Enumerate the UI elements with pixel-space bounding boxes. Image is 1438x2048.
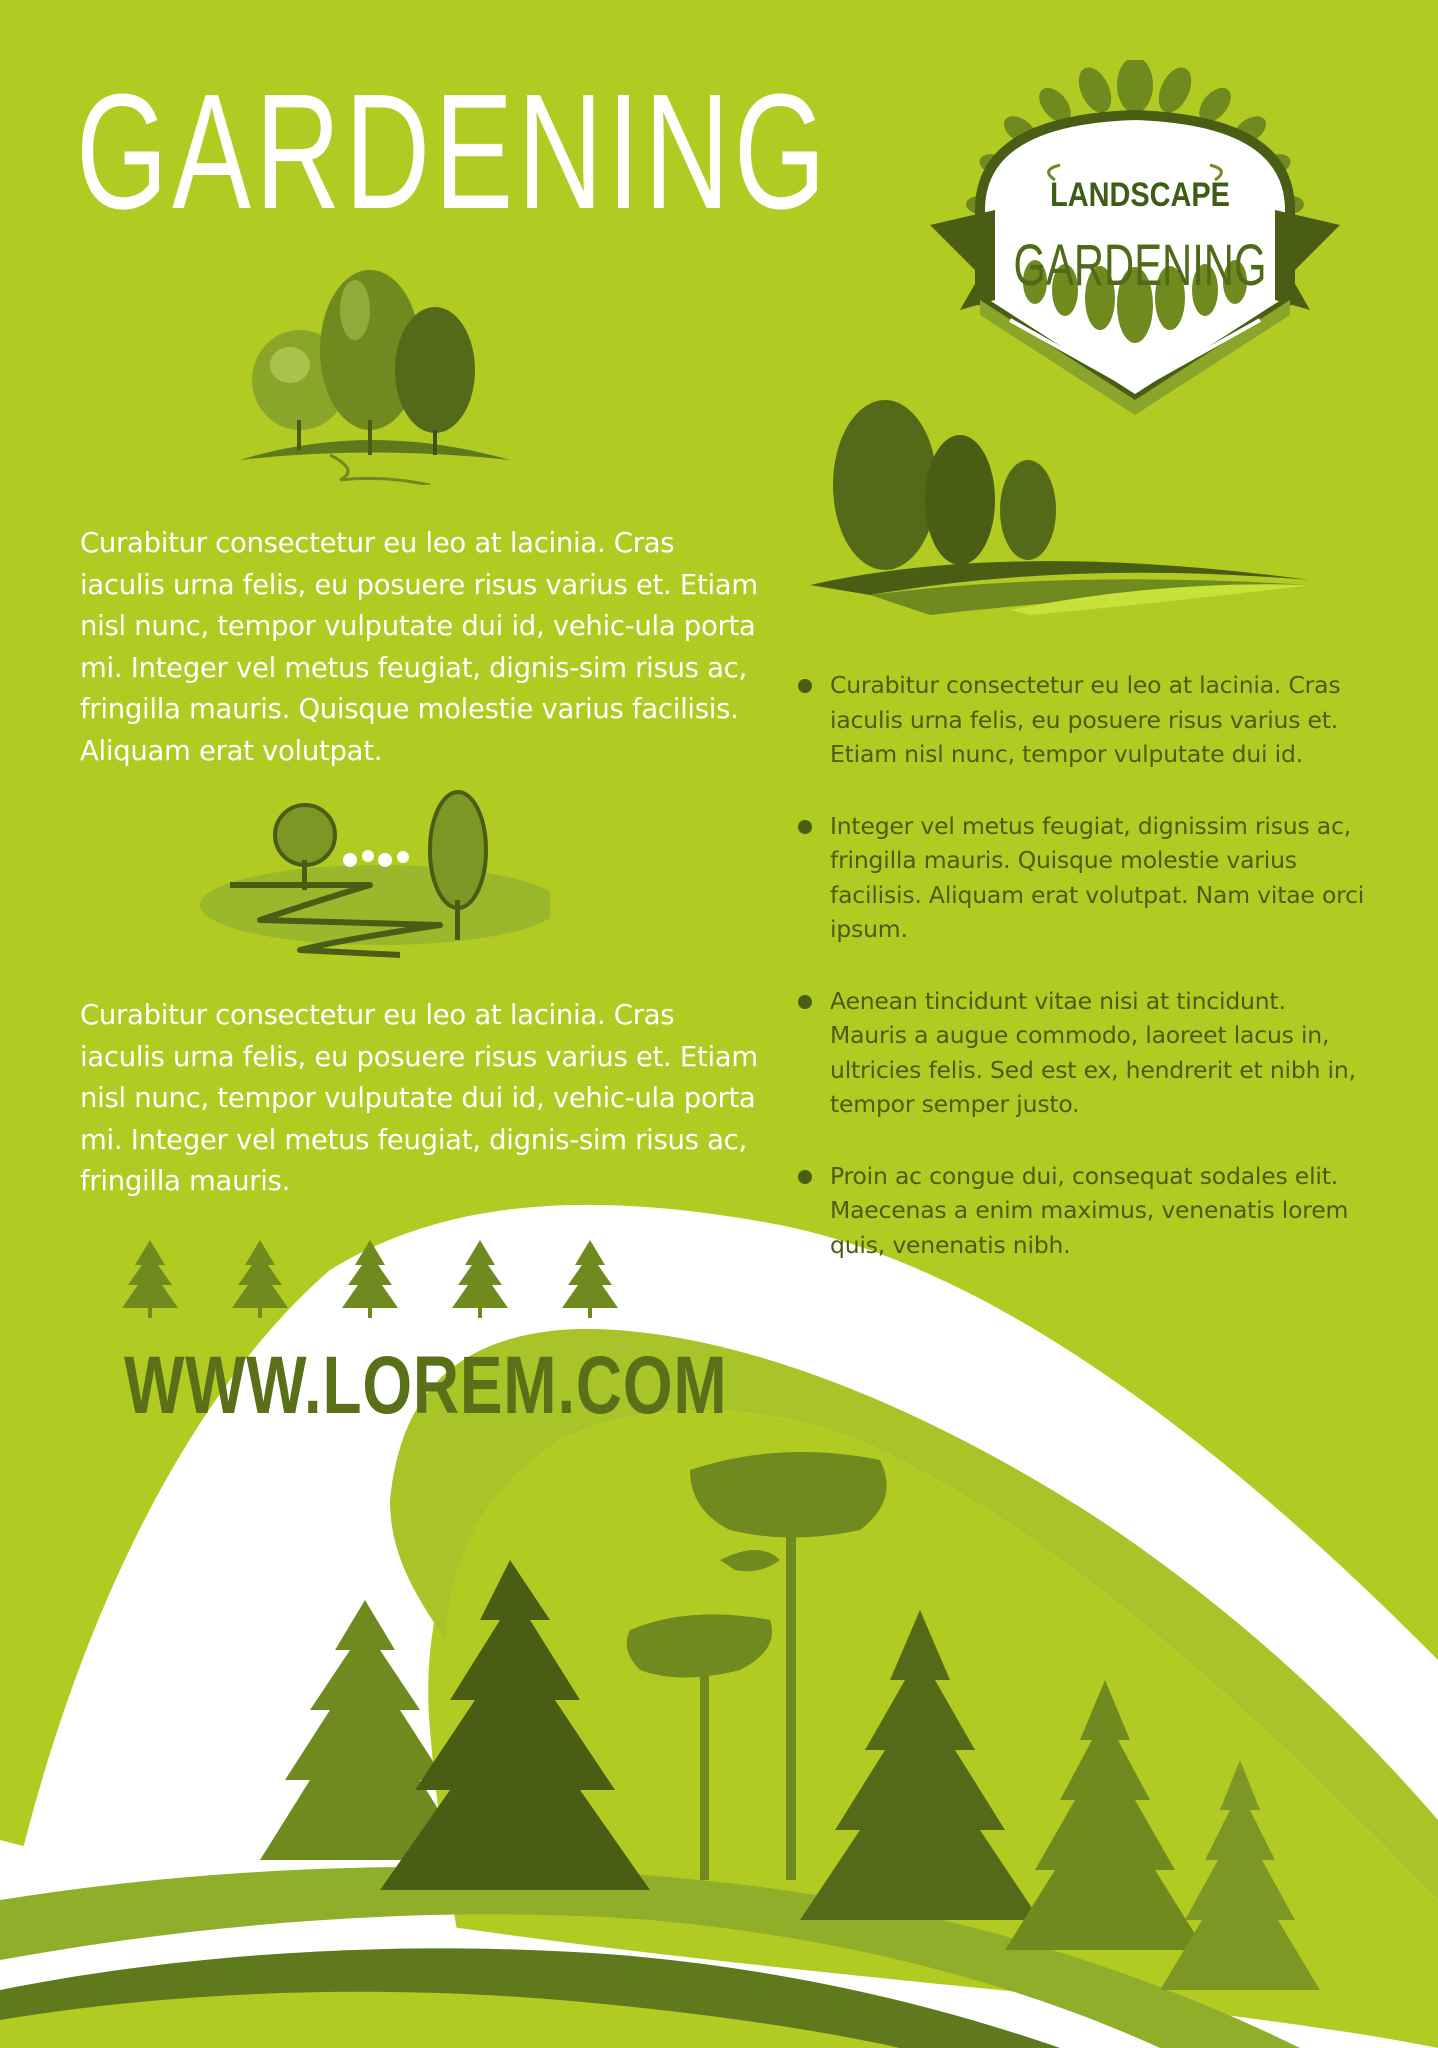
fir-tree-icon	[1005, 1680, 1205, 1950]
fir-tree-icon	[800, 1610, 1040, 1920]
list-item: Aenean tincidunt vitae nisi at tincidunt. Mauris a augue commodo, laoreet lacus in, ultricies felis. Sed est ex, hendrerit et nibh in, tempor semper justo.	[795, 984, 1365, 1122]
fir-tree-icon	[380, 1560, 650, 1890]
intro-paragraph: Curabitur consectetur eu leo at lacinia. Cras iaculis urna felis, eu posuere risus varius et. Etiam nisl nunc, tempor vulputate dui id, vehic-ula porta mi. Integer vel metus feugiat, dignis-sim risus ac, fringilla mauris. Quisque molestie varius facilisis. Aliquam erat volutpat.	[80, 527, 758, 767]
list-item: Curabitur consectetur eu leo at lacinia. Cras iaculis urna felis, eu posuere risus varius et. Etiam nisl nunc, tempor vulputate dui id.	[795, 668, 1365, 772]
fir-tree-icon	[1160, 1760, 1320, 1990]
website-url[interactable]: WWW.LOREM.COM	[124, 1340, 728, 1431]
badge-line1: LANDSCAPE	[1050, 176, 1230, 214]
badge-line2: GARDENING	[1013, 233, 1267, 298]
list-item: Integer vel metus feugiat, dignissim risus ac, fringilla mauris. Quisque molestie varius facilisis. Aliquam erat volutpat. Nam vitae orci ipsum.	[795, 809, 1365, 947]
secondary-paragraph: Curabitur consectetur eu leo at lacinia. Cras iaculis urna felis, eu posuere risus varius et. Etiam nisl nunc, tempor vulputate dui id, vehic-ula porta mi. Integer vel metus feugiat, dignis-sim risus ac, fringilla mauris.	[80, 999, 758, 1197]
page-title: GARDENING	[76, 60, 830, 243]
list-item: Proin ac congue dui, consequat sodales elit. Maecenas a enim maximus, venenatis lorem quis, venenatis nibh.	[795, 1159, 1365, 1263]
